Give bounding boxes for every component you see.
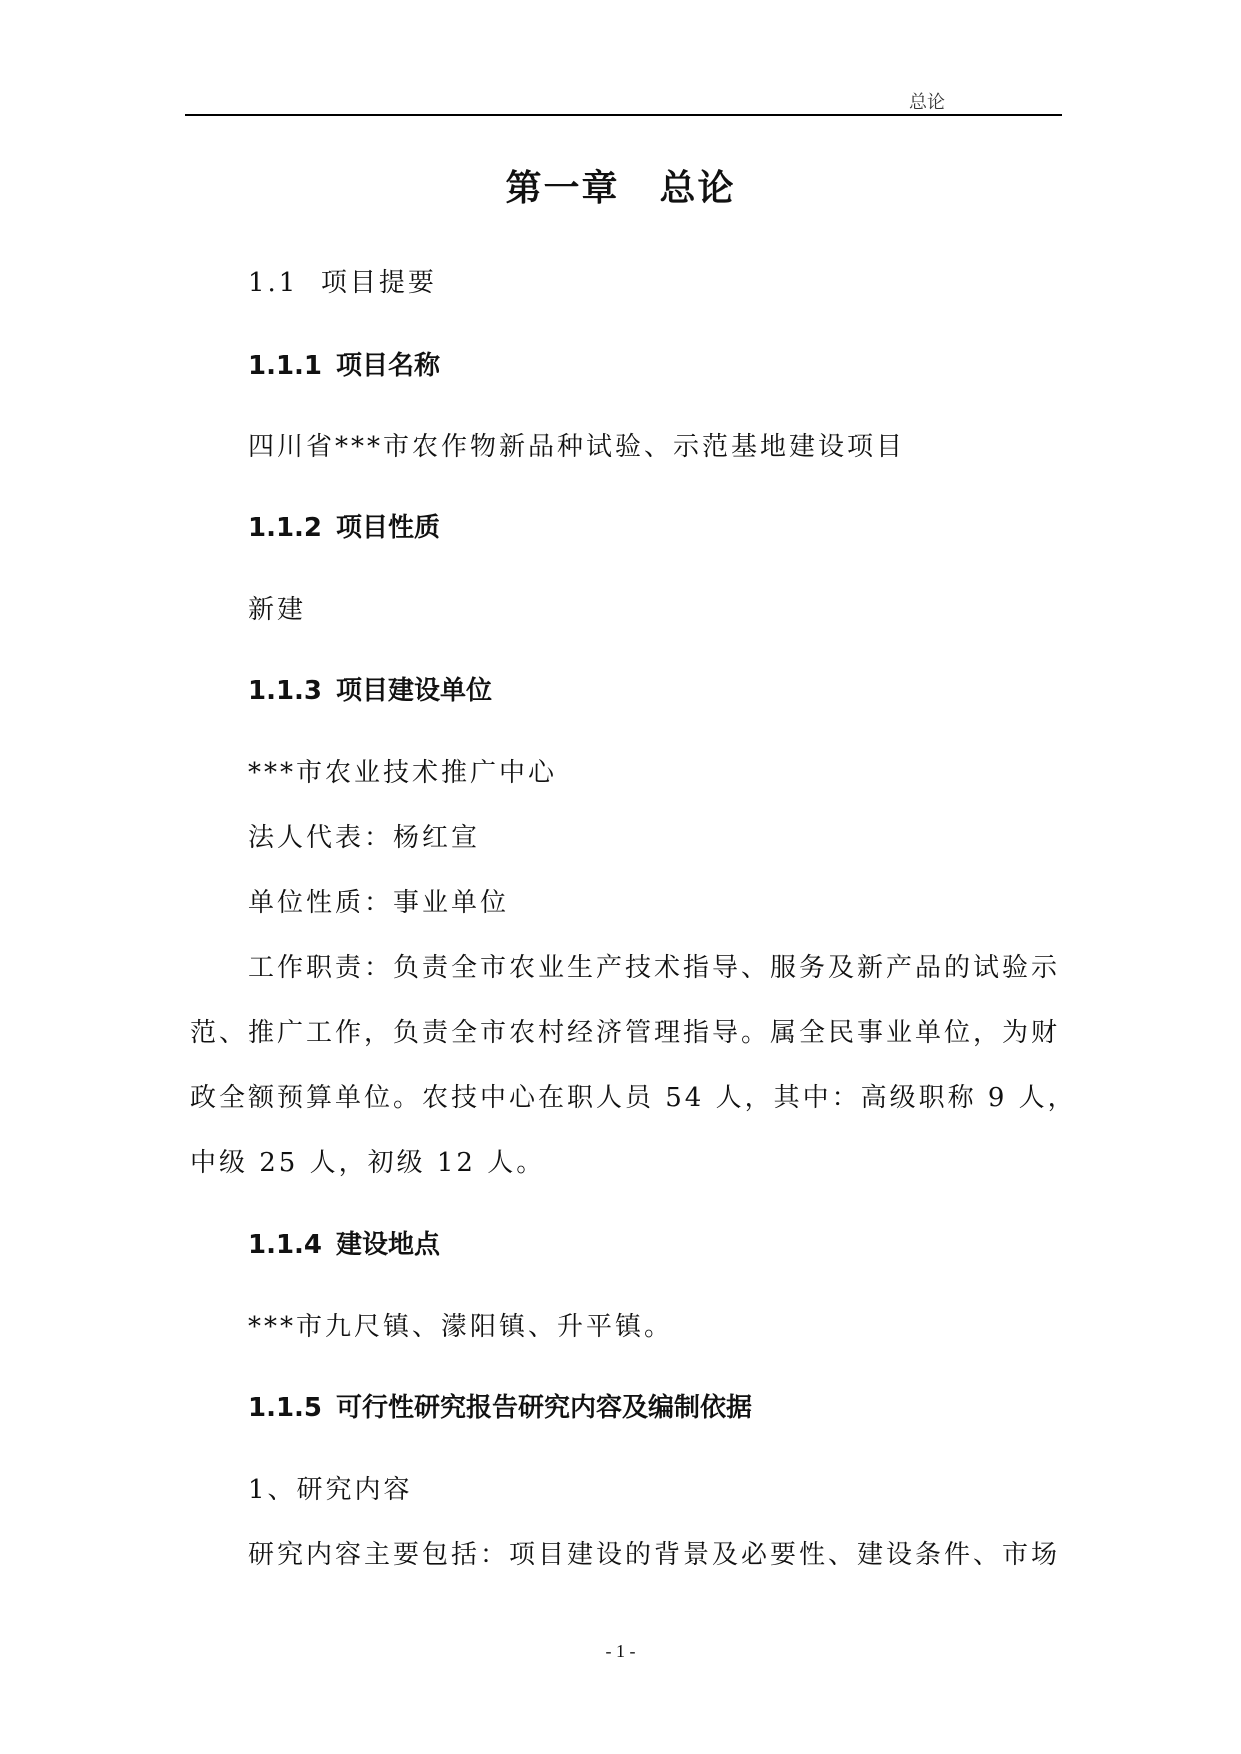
unit-name: ***市农业技术推广中心 <box>248 758 558 788</box>
section-title: 项目建设单位 <box>336 676 493 706</box>
section-number: 1.1.4 <box>248 1230 323 1260</box>
research-content-item: 1、研究内容 <box>248 1475 413 1505</box>
chapter-title <box>0 160 1241 211</box>
project-name: 四川省***市农作物新品种试验、示范基地建设项目 <box>248 432 906 462</box>
section-number: 1.1.2 <box>248 513 323 543</box>
chapter-name: 总论 <box>659 168 736 209</box>
page-number: - 1 - <box>605 1641 636 1661</box>
section-1-1-5-heading <box>248 1387 752 1424</box>
section-number: 1.1.5 <box>248 1393 323 1423</box>
construction-location: ***市九尺镇、濛阳镇、升平镇。 <box>248 1312 674 1342</box>
duty-line-1: 工作职责：负责全市农业生产技术指导、服务及新产品的试验示 <box>248 953 1061 983</box>
section-1-1-2-heading <box>248 507 440 544</box>
chapter-number: 第一章 <box>505 168 620 209</box>
running-header: 总论 <box>909 92 945 113</box>
section-title: 项目名称 <box>336 351 441 381</box>
section-title: 可行性研究报告研究内容及编制依据 <box>336 1393 753 1423</box>
duty-line-2: 范、推广工作，负责全市农村经济管理指导。属全民事业单位，为财 <box>190 1018 1061 1048</box>
section-title: 建设地点 <box>336 1230 441 1260</box>
section-title: 项目性质 <box>336 513 441 543</box>
header-rule <box>185 114 1062 116</box>
section-1-1-3-heading <box>248 670 492 707</box>
unit-nature: 单位性质：事业单位 <box>248 888 510 918</box>
duty-line-4: 中级 25 人，初级 12 人。 <box>190 1148 546 1178</box>
duty-line-3: 政全额预算单位。农技中心在职人员 54 人，其中：高级职称 9 人， <box>190 1083 1077 1113</box>
section-number: 1.1.1 <box>248 351 323 381</box>
project-nature: 新建 <box>248 595 307 625</box>
section-number: 1.1.3 <box>248 676 323 706</box>
section-1-1-4-heading <box>248 1224 440 1261</box>
research-content-body: 研究内容主要包括：项目建设的背景及必要性、建设条件、市场 <box>248 1540 1061 1570</box>
section-1-1-1-heading <box>248 345 440 382</box>
legal-representative: 法人代表：杨红宣 <box>248 823 481 853</box>
section-1-1-heading: 1.1 项目提要 <box>248 268 437 298</box>
